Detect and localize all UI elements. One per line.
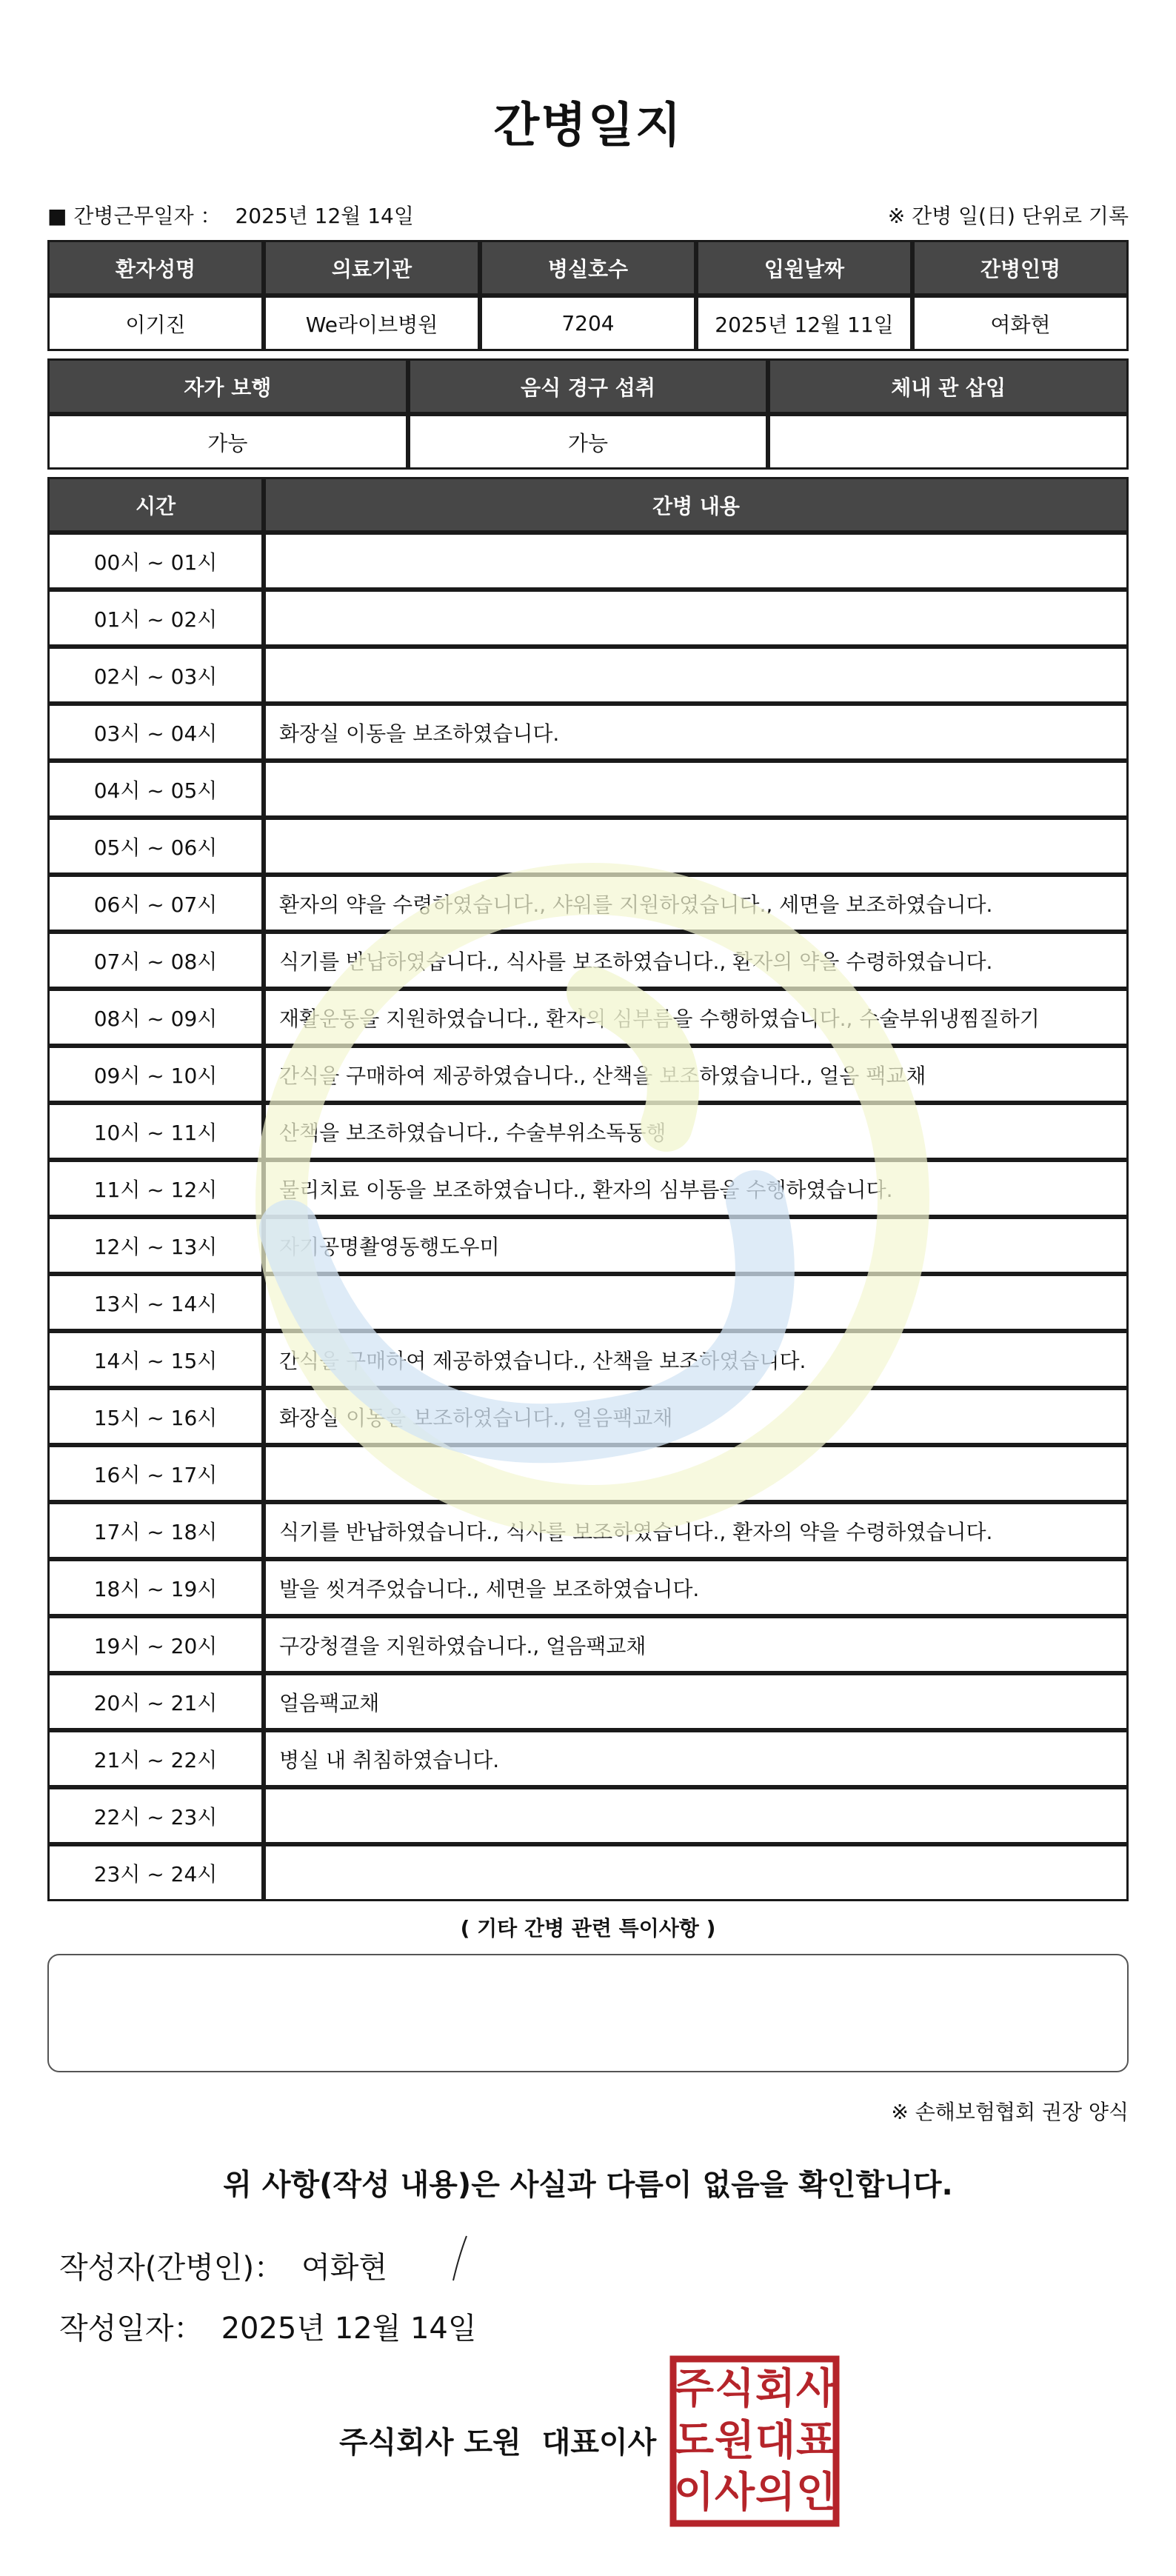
column-header: 자가 보행 (47, 358, 408, 414)
time-slot: 12시 ~ 13시 (47, 1217, 264, 1274)
care-content (264, 761, 1129, 818)
care-log-table (47, 477, 1129, 1901)
remarks-box (47, 1954, 1129, 2072)
care-content: 환자의 약을 수령하였습니다., 샤워를 지원하였습니다., 세면을 보조하였습니다. (264, 875, 1129, 932)
care-content: 재활운동을 지원하였습니다., 환자의 심부름을 수행하였습니다., 수술부위냉찜질하기 (264, 989, 1129, 1046)
table-row (47, 414, 1129, 470)
care-content (264, 1274, 1129, 1331)
table-row (47, 1217, 1129, 1274)
care-content (264, 1787, 1129, 1844)
table-row (47, 818, 1129, 875)
written-date-value: 2025년 12월 14일 (221, 2312, 477, 2346)
ceo-title: 대표이사 (541, 2426, 657, 2460)
table-row (47, 1274, 1129, 1331)
caregiver-name: 여화현 (912, 296, 1129, 351)
column-header: 의료기관 (264, 240, 480, 296)
table-row (47, 704, 1129, 761)
table-row (47, 533, 1129, 590)
time-slot: 06시 ~ 07시 (47, 875, 264, 932)
table-row (47, 1046, 1129, 1103)
time-slot: 05시 ~ 06시 (47, 818, 264, 875)
column-header-content: 간병 내용 (264, 477, 1129, 533)
care-content (264, 1445, 1129, 1502)
time-slot: 08시 ~ 09시 (47, 989, 264, 1046)
patient-info-table (47, 240, 1129, 351)
table-row (47, 1388, 1129, 1445)
time-slot: 03시 ~ 04시 (47, 704, 264, 761)
signature-mark (449, 2233, 471, 2285)
time-slot: 20시 ~ 21시 (47, 1673, 264, 1730)
time-slot: 04시 ~ 05시 (47, 761, 264, 818)
care-content: 산책을 보조하였습니다., 수술부위소독동행 (264, 1103, 1129, 1160)
time-slot: 21시 ~ 22시 (47, 1730, 264, 1787)
table-row (47, 647, 1129, 704)
company-name: 주식회사 도원 (339, 2426, 521, 2460)
seal-character: 주 (673, 2365, 715, 2413)
table-row (47, 1616, 1129, 1673)
form-source-note: ※ 손해보험협회 권장 양식 (891, 2100, 1129, 2124)
care-content: 화장실 이동을 보조하였습니다., 얼음팩교채 (264, 1388, 1129, 1445)
table-row (47, 1730, 1129, 1787)
table-row (47, 761, 1129, 818)
oral-intake-value: 가능 (408, 414, 769, 470)
table-row (47, 1160, 1129, 1217)
time-slot: 09시 ~ 10시 (47, 1046, 264, 1103)
care-content (264, 647, 1129, 704)
care-content: 간식을 구매하여 제공하였습니다., 산책을 보조하였습니다., 얼음 팩교채 (264, 1046, 1129, 1103)
table-row (47, 1787, 1129, 1844)
table-row (47, 590, 1129, 647)
care-content: 구강청결을 지원하였습니다., 얼음팩교채 (264, 1616, 1129, 1673)
seal-character: 회 (755, 2365, 796, 2413)
tube-insertion-value (768, 414, 1129, 470)
time-slot: 07시 ~ 08시 (47, 932, 264, 989)
table-header-row (47, 240, 1129, 296)
table-row (47, 1673, 1129, 1730)
table-row (47, 1445, 1129, 1502)
column-header: 간병인명 (912, 240, 1129, 296)
time-slot: 01시 ~ 02시 (47, 590, 264, 647)
care-content: 간식을 구매하여 제공하였습니다., 산책을 보조하였습니다. (264, 1331, 1129, 1388)
time-slot: 10시 ~ 11시 (47, 1103, 264, 1160)
care-content (264, 590, 1129, 647)
self-walking-value: 가능 (47, 414, 408, 470)
table-row (47, 989, 1129, 1046)
page-title: 간병일지 (493, 99, 683, 153)
table-row (47, 1502, 1129, 1559)
written-date-label: 작성일자： (59, 2312, 204, 2346)
seal-character: 원 (714, 2417, 755, 2465)
care-content: 화장실 이동을 보조하였습니다. (264, 704, 1129, 761)
column-header: 체내 관 삽입 (768, 358, 1129, 414)
time-slot: 16시 ~ 17시 (47, 1445, 264, 1502)
seal-character: 대 (755, 2417, 796, 2465)
time-slot: 14시 ~ 15시 (47, 1331, 264, 1388)
table-header-row (47, 477, 1129, 533)
time-slot: 02시 ~ 03시 (47, 647, 264, 704)
company-line (339, 2419, 656, 2461)
table-row (47, 296, 1129, 351)
time-slot: 23시 ~ 24시 (47, 1844, 264, 1901)
patient-status-table (47, 358, 1129, 470)
care-content (264, 818, 1129, 875)
admission-date: 2025년 12월 11일 (696, 296, 912, 351)
seal-character: 사 (714, 2469, 755, 2517)
care-content (264, 1844, 1129, 1901)
care-content: 병실 내 취침하였습니다. (264, 1730, 1129, 1787)
care-content: 식기를 반납하였습니다., 식사를 보조하였습니다., 환자의 약을 수령하였습니다. (264, 932, 1129, 989)
time-slot: 11시 ~ 12시 (47, 1160, 264, 1217)
care-content: 식기를 반납하였습니다., 식사를 보조하였습니다., 환자의 약을 수령하였습니다. (264, 1502, 1129, 1559)
confirmation-statement: 위 사항(작성 내용)은 사실과 다름이 없음을 확인합니다. (223, 2168, 953, 2202)
time-slot: 13시 ~ 14시 (47, 1274, 264, 1331)
column-header: 병실호수 (480, 240, 696, 296)
table-row (47, 1844, 1129, 1901)
column-header: 입원날짜 (696, 240, 912, 296)
table-row (47, 1103, 1129, 1160)
seal-character: 의 (755, 2469, 796, 2517)
seal-character: 도 (673, 2417, 715, 2465)
company-seal (669, 2355, 840, 2527)
time-slot: 18시 ~ 19시 (47, 1559, 264, 1616)
writer-line (59, 2244, 387, 2286)
care-content (264, 533, 1129, 590)
seal-character: 이 (673, 2469, 715, 2517)
time-slot: 15시 ~ 16시 (47, 1388, 264, 1445)
work-date-value: 2025년 12월 14일 (235, 204, 414, 228)
table-row (47, 932, 1129, 989)
seal-character: 식 (714, 2365, 755, 2413)
table-row (47, 1559, 1129, 1616)
seal-character: 인 (795, 2469, 837, 2517)
time-slot: 17시 ~ 18시 (47, 1502, 264, 1559)
column-header-time: 시간 (47, 477, 264, 533)
written-date-line (59, 2305, 477, 2347)
time-slot: 22시 ~ 23시 (47, 1787, 264, 1844)
writer-name: 여화현 (301, 2251, 387, 2285)
table-row (47, 875, 1129, 932)
work-date-line (47, 200, 414, 230)
care-content: 얼음팩교채 (264, 1673, 1129, 1730)
time-slot: 00시 ~ 01시 (47, 533, 264, 590)
hospital-name: We라이브병원 (264, 296, 480, 351)
care-content: 발을 씻겨주었습니다., 세면을 보조하였습니다. (264, 1559, 1129, 1616)
column-header: 환자성명 (47, 240, 264, 296)
daily-record-note: ※ 간병 일(日) 단위로 기록 (887, 204, 1129, 228)
care-log-body (47, 533, 1129, 1901)
room-number: 7204 (480, 296, 696, 351)
work-date-label: ■ 간병근무일자 ： (47, 204, 221, 228)
writer-label: 작성자(간병인)： (59, 2251, 284, 2285)
table-row (47, 1331, 1129, 1388)
care-content: 물리치료 이동을 보조하였습니다., 환자의 심부름을 수행하였습니다. (264, 1160, 1129, 1217)
care-content: 자기공명촬영동행도우미 (264, 1217, 1129, 1274)
time-slot: 19시 ~ 20시 (47, 1616, 264, 1673)
seal-character: 사 (795, 2365, 837, 2413)
remarks-title: ( 기타 간병 관련 특이사항 ) (460, 1916, 716, 1941)
patient-name: 이기진 (47, 296, 264, 351)
table-header-row (47, 358, 1129, 414)
column-header: 음식 경구 섭취 (408, 358, 769, 414)
seal-character: 표 (795, 2417, 837, 2465)
